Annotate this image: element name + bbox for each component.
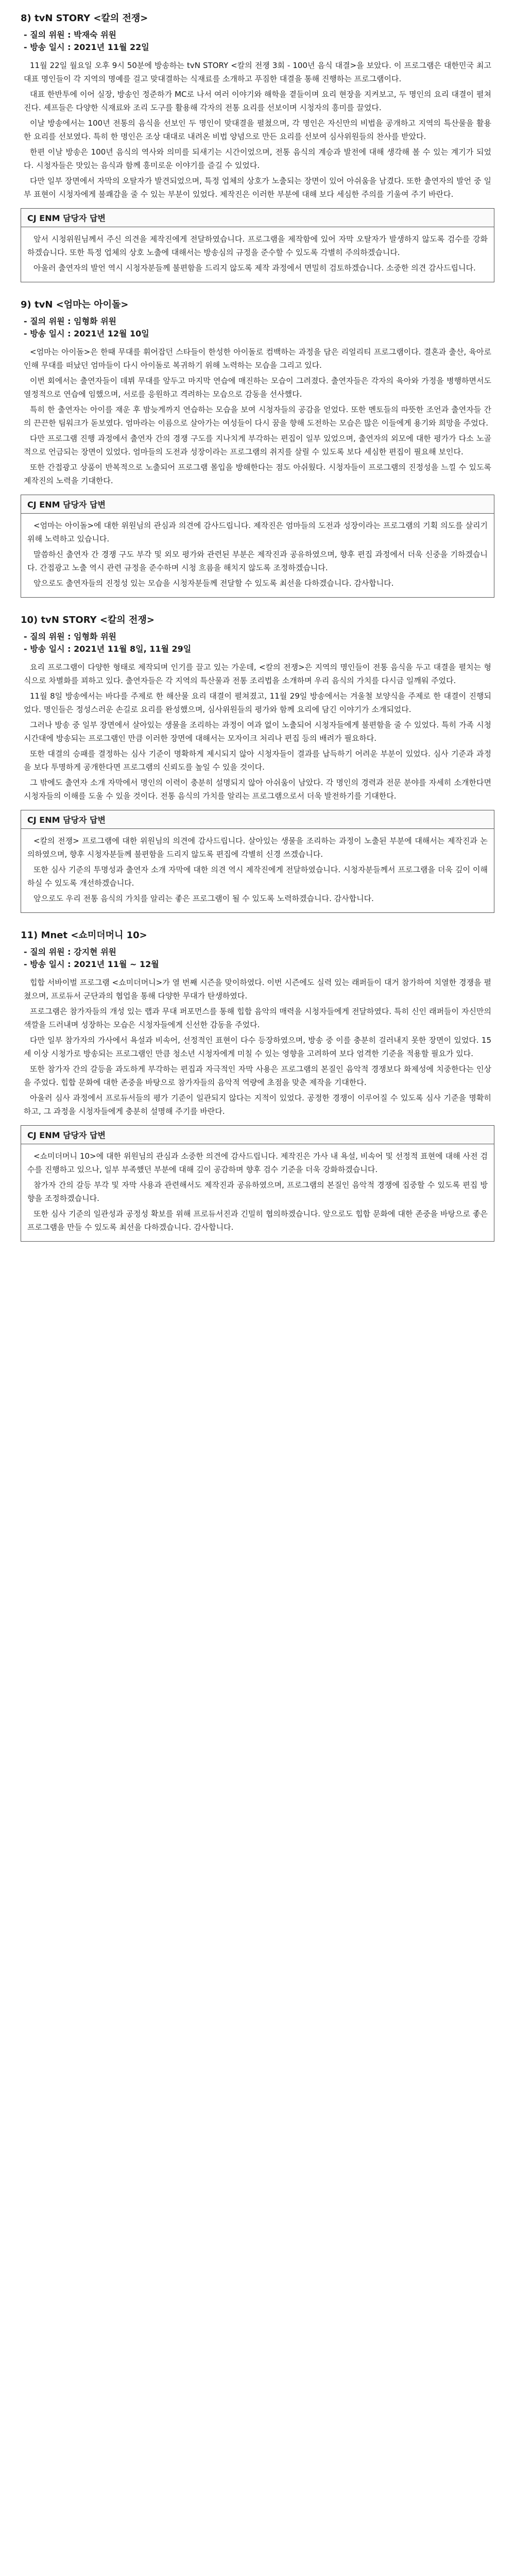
paragraph: 요리 프로그램이 다양한 형태로 제작되며 인기를 끌고 있는 가운데, <칼의 전쟁>은 지역의 명인들이 전통 음식을 두고 대결을 펼치는 형식으로 차별화를 꾀하고 있다. 출연자들은 각 지역의 특산물과 전통 조리법을 소개하며 우리 음식의 가치를 다시금 일깨워 주었다. [24,663,491,685]
paragraph: 다만 프로그램 진행 과정에서 출연자 간의 경쟁 구도를 지나치게 부각하는 편집이 일부 있었으며, 출연자의 외모에 대한 평가가 다소 노골적으로 언급되는 장면이 있었다. 엄마들의 도전과 성장이라는 프로그램의 취지를 살릴 수 있도록 보다 세심한 편집이 필요해 보인다. [24,434,491,456]
paragraph: 대표 한반투에 이어 실장, 방송인 정준하가 MC로 나서 여러 이야기와 해학을 곁들이며 요리 현장을 지켜보고, 두 명인의 요리 대결이 펼쳐진다. 셰프들은 다양한 식재료와 조리 도구를 활용해 각자의 전통 요리를 선보이며 시청자의 흥미를 끌었다. [24,90,491,112]
broadcast-date: - 방송 일시 : 2021년 11월 22일 [24,42,149,52]
paragraph: <칼의 전쟁> 프로그램에 대한 위원님의 의견에 감사드립니다. 살아있는 생물을 조리하는 과정이 노출된 부분에 대해서는 제작진과 논의하였으며, 향후 시청자분들께 불편함을 드리지 않도록 편집에 각별히 신경 쓰겠습니다. [27,836,488,859]
review-text [21,59,494,201]
paragraph: 한편 이날 방송은 100년 음식의 역사와 의미를 되새기는 시간이었으며, 전통 음식의 계승과 발전에 대해 생각해 볼 수 있는 계기가 되었다. 시청자들은 맛있는 음식과 함께 흥미로운 이야기를 즐길 수 있었다. [24,147,491,170]
paragraph: <쇼미더머니 10>에 대한 위원님의 관심과 소중한 의견에 감사드립니다. 제작진은 가사 내 욕설, 비속어 및 선정적 표현에 대해 사전 검수를 진행하고 있으나, 일부 부족했던 부분에 대해 깊이 공감하며 향후 검수 기준을 더욱 강화하겠습니다. [27,1151,488,1174]
paragraph: <엄마는 아이돌>에 대한 위원님의 관심과 의견에 감사드립니다. 제작진은 엄마들의 도전과 성장이라는 프로그램의 기획 의도를 살리기 위해 노력하고 있습니다. [27,521,488,544]
paragraph: 힙합 서바이벌 프로그램 <쇼미더머니>가 열 번째 시즌을 맞이하였다. 이번 시즌에도 실력 있는 래퍼들이 대거 참가하여 치열한 경쟁을 펼쳤으며, 프로듀서 군단과의 협업을 통해 다양한 무대가 탄생하였다. [24,978,491,1001]
paragraph: 11월 22일 월요일 오후 9시 50분에 방송하는 tvN STORY <칼의 전쟁 3회 - 100년 음식 대결>을 보았다. 이 프로그램은 대한민국 최고 대표 명인들이 각 지역의 명예를 걸고 맞대결하는 식재료를 소개하고 푸짐한 대결을 통해 진행하는 프로그램이다. [24,61,491,83]
paragraph: 그 밖에도 출연자 소개 자막에서 명인의 이력이 충분히 설명되지 않아 아쉬움이 남았다. 각 명인의 경력과 전문 분야를 자세히 소개한다면 시청자들의 이해를 도울 수 있을 것이다. 전통 음식의 가치를 알리는 프로그램으로서 더욱 발전하기를 기대한다. [24,778,491,801]
paragraph: 또한 간접광고 상품이 반복적으로 노출되어 프로그램 몰입을 방해한다는 점도 아쉬웠다. 시청자들이 프로그램의 진정성을 느낄 수 있도록 제작진의 노력을 기대한다. [24,463,491,485]
section-title: 10) tvN STORY <칼의 전쟁> [21,615,154,625]
reply-text [21,514,494,597]
paragraph: 다만 일부 장면에서 자막의 오탈자가 발견되었으며, 특정 업체의 상호가 노출되는 장면이 있어 아쉬움을 남겼다. 또한 출연자의 발언 중 일부 표현이 시청자에게 불쾌감을 줄 수 있는 부분이 있었다. 제작진은 이러한 부분에 대해 보다 세심한 주의를 기울여 주기 바란다. [24,176,491,199]
section-9 [21,298,494,598]
section-10 [21,613,494,913]
review-text [21,660,494,803]
section-title: 8) tvN STORY <칼의 전쟁> [21,13,148,24]
review-text [21,345,494,487]
paragraph: 다만 일부 참가자의 가사에서 욕설과 비속어, 선정적인 표현이 다수 등장하였으며, 방송 중 이를 충분히 걸러내지 못한 장면이 있었다. 15세 이상 시청가로 방송되는 프로그램인 만큼 청소년 시청자에게 미칠 수 있는 영향을 고려하여 보다 엄격한 기준을 적용할 필요가 있다. [24,1036,491,1058]
reply-text [21,1144,494,1241]
section-title: 9) tvN <엄마는 아이돌> [21,299,129,310]
paragraph: 앞으로도 우리 전통 음식의 가치를 알리는 좋은 프로그램이 될 수 있도록 노력하겠습니다. 감사합니다. [33,894,374,903]
paragraph: 특히 한 출연자는 아이를 재운 후 밤늦게까지 연습하는 모습을 보여 시청자들의 공감을 얻었다. 또한 멘토들의 따뜻한 조언과 출연자들 간의 끈끈한 팀워크가 돋보였다. 엄마라는 이름으로 살아가는 여성들이 다시 꿈을 향해 도전하는 모습은 많은 이들에게 용기와 희망을 주었다. [24,405,491,428]
reply-text [21,227,494,282]
paragraph: 또한 심사 기준의 일관성과 공정성 확보를 위해 프로듀서진과 긴밀히 협의하겠습니다. 앞으로도 힙합 문화에 대한 존중을 바탕으로 좋은 프로그램을 만들 수 있도록 최선을 다하겠습니다. 감사합니다. [27,1209,488,1232]
broadcast-date: - 방송 일시 : 2021년 11월 ~ 12월 [24,959,159,969]
paragraph: 말씀하신 출연자 간 경쟁 구도 부각 및 외모 평가와 관련된 부분은 제작진과 공유하였으며, 향후 편집 과정에서 더욱 신중을 기하겠습니다. 간접광고 노출 역시 관련 규정을 준수하며 시청 흐름을 해치지 않도록 조정하겠습니다. [27,550,488,572]
paragraph: 아울러 심사 과정에서 프로듀서들의 평가 기준이 일관되지 않다는 지적이 있었다. 공정한 경쟁이 이루어질 수 있도록 심사 기준을 명확히 하고, 그 과정을 시청자들에게 충분히 설명해 주기를 바란다. [24,1093,491,1116]
committee-member: - 질의 위원 : 임형화 위원 [24,316,116,326]
reply-heading: CJ ENM 담당자 답변 [21,1126,494,1144]
reply-box [21,208,494,282]
reply-box [21,1125,494,1242]
committee-member: - 질의 위원 : 임형화 위원 [24,632,116,641]
reply-heading: CJ ENM 담당자 답변 [21,495,494,514]
paragraph: <엄마는 아이돌>은 한때 무대를 휘어잡던 스타들이 한성한 아이돌로 컴백하는 과정을 담은 리얼리티 프로그램이다. 결혼과 출산, 육아로 인해 무대를 떠났던 엄마들이 다시 아이돌로 복귀하기 위해 노력하는 모습을 그리고 있다. [24,347,491,370]
reply-box [21,495,494,598]
reply-heading: CJ ENM 담당자 답변 [21,810,494,829]
reply-box [21,810,494,913]
paragraph: 이날 방송에서는 100년 전통의 음식을 선보인 두 명인이 맞대결을 펼쳤으며, 각 명인은 자신만의 비법을 공개하고 지역의 특산물을 활용한 요리를 선보였다. 특히 한 명인은 조상 대대로 내려온 비법 양념으로 만든 요리를 선보여 심사위원들의 찬사를 받았다. [24,118,491,141]
paragraph: 또한 심사 기준의 투명성과 출연자 소개 자막에 대한 의견 역시 제작진에게 전달하였습니다. 시청자분들께서 프로그램을 더욱 깊이 이해하실 수 있도록 개선하겠습니다. [27,865,488,888]
paragraph: 프로그램은 참가자들의 개성 있는 랩과 무대 퍼포먼스를 통해 힙합 음악의 매력을 시청자들에게 전달하였다. 특히 신인 래퍼들이 자신만의 색깔을 드러내며 성장하는 모습은 시청자들에게 신선한 감동을 주었다. [24,1007,491,1029]
reply-heading: CJ ENM 담당자 답변 [21,209,494,227]
reply-text [21,829,494,912]
section-11 [21,928,494,1242]
paragraph: 이번 회에서는 출연자들이 데뷔 무대를 앞두고 마지막 연습에 매진하는 모습이 그려졌다. 출연자들은 각자의 육아와 가정을 병행하면서도 열정적으로 연습에 임했으며, 서로를 응원하고 격려하는 모습으로 감동을 선사했다. [24,376,491,399]
paragraph: 또한 참가자 간의 갈등을 과도하게 부각하는 편집과 자극적인 자막 사용은 프로그램의 본질인 음악적 경쟁보다 화제성에 치중한다는 인상을 주었다. 힙합 문화에 대한 존중을 바탕으로 참가자들의 음악적 역량에 초점을 맞춘 제작을 기대한다. [24,1064,491,1087]
broadcast-date: - 방송 일시 : 2021년 12월 10일 [24,329,149,338]
broadcast-date: - 방송 일시 : 2021년 11월 8일, 11월 29일 [24,644,192,654]
paragraph: 또한 대결의 승패를 결정하는 심사 기준이 명확하게 제시되지 않아 시청자들이 결과를 납득하기 어려운 부분이 있었다. 심사 기준과 과정을 보다 투명하게 공개한다면 프로그램의 신뢰도를 높일 수 있을 것이다. [24,749,491,772]
paragraph: 11월 8일 방송에서는 바다를 주제로 한 해산물 요리 대결이 펼쳐졌고, 11월 29일 방송에서는 겨울철 보양식을 주제로 한 대결이 진행되었다. 명인들은 정성스러운 손길로 요리를 완성했으며, 심사위원들의 평가와 함께 요리에 담긴 이야기가 소개되었다. [24,691,491,714]
paragraph: 그러나 방송 중 일부 장면에서 살아있는 생물을 조리하는 과정이 여과 없이 노출되어 시청자들에게 불편함을 줄 수 있었다. 특히 가족 시청 시간대에 방송되는 프로그램인 만큼 이러한 장면에 대해서는 모자이크 처리나 편집 등의 배려가 필요하다. [24,720,491,743]
paragraph: 앞으로도 출연자들의 진정성 있는 모습을 시청자분들께 전달할 수 있도록 최선을 다하겠습니다. 감사합니다. [33,579,394,588]
section-title: 11) Mnet <쇼미더머니 10> [21,930,147,941]
committee-member: - 질의 위원 : 박재숙 위원 [24,30,116,40]
paragraph: 참가자 간의 갈등 부각 및 자막 사용과 관련해서도 제작진과 공유하였으며, 프로그램의 본질인 음악적 경쟁에 집중할 수 있도록 편집 방향을 조정하겠습니다. [27,1180,488,1203]
paragraph: 아울러 출연자의 발언 역시 시청자분들께 불편함을 드리지 않도록 제작 과정에서 면밀히 검토하겠습니다. 소중한 의견 감사드립니다. [33,263,476,273]
committee-member: - 질의 위원 : 강지현 위원 [24,947,116,957]
paragraph: 앞서 시청위원님께서 주신 의견을 제작진에게 전달하였습니다. 프로그램을 제작함에 있어 자막 오탈자가 발생하지 않도록 검수를 강화하겠습니다. 또한 특정 업체의 상호 노출에 대해서는 방송심의 규정을 준수할 수 있도록 각별히 주의하겠습니다. [27,234,488,257]
section-8 [21,11,494,282]
review-text [21,976,494,1118]
